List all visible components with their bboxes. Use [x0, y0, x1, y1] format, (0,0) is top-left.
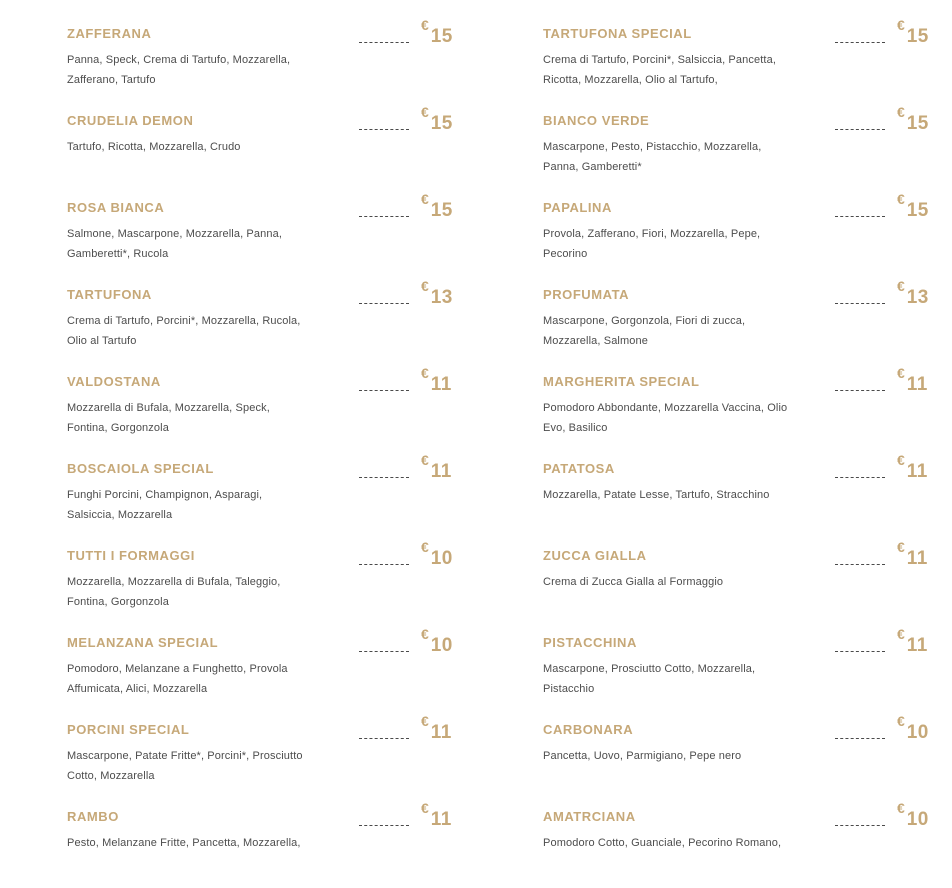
menu-item-price: [897, 626, 928, 656]
menu-item-price-value: 11: [906, 548, 928, 569]
menu-item-name: TARTUFONA SPECIAL: [543, 26, 692, 41]
menu-item-price: [421, 626, 453, 656]
menu-item-price-value: 15: [906, 113, 929, 134]
menu-item-price: [421, 17, 453, 47]
menu-item-description: Provola, Zafferano, Fiori, Mozzarella, Pepe, Pecorino: [543, 228, 761, 260]
dotted-leader-line: [835, 564, 885, 565]
price-leader-group: [835, 452, 952, 482]
menu-item[interactable]: [67, 18, 456, 105]
menu-item-price-value: 11: [906, 635, 928, 656]
menu-column-right: [476, 18, 952, 888]
menu-item-name: ROSA BIANCA: [67, 200, 165, 215]
menu-item[interactable]: [67, 105, 456, 192]
price-leader-group: [359, 278, 489, 308]
price-leader-group: [359, 713, 489, 743]
euro-symbol-icon: €: [897, 452, 905, 468]
price-leader-group: [835, 800, 952, 830]
menu-item[interactable]: [543, 18, 932, 105]
dotted-leader-line: [359, 129, 409, 130]
dotted-leader-line: [835, 42, 885, 43]
menu-item-description: Salmone, Mascarpone, Mozzarella, Panna, Gamberetti*, Rucola: [67, 228, 283, 260]
menu-item-name: TUTTI I FORMAGGI: [67, 548, 195, 563]
menu-item-price: [897, 191, 929, 221]
menu-item-price-value: 13: [430, 287, 453, 308]
menu-item[interactable]: [543, 540, 932, 627]
euro-symbol-icon: €: [421, 713, 429, 729]
menu-item-price-value: 15: [430, 26, 453, 47]
dotted-leader-line: [359, 216, 409, 217]
menu-item[interactable]: [67, 279, 456, 366]
menu-item-price-value: 13: [906, 287, 929, 308]
menu-item-description: Crema di Tartufo, Porcini*, Mozzarella, Rucola, Olio al Tartufo: [67, 315, 301, 347]
price-leader-group: [835, 17, 952, 47]
menu-item-description: Mascarpone, Pesto, Pistacchio, Mozzarella, Panna, Gamberetti*: [543, 141, 762, 173]
dotted-leader-line: [359, 651, 409, 652]
euro-symbol-icon: €: [897, 104, 905, 120]
price-leader-group: [359, 104, 489, 134]
menu-item-price-value: 11: [906, 374, 928, 395]
dotted-leader-line: [359, 42, 409, 43]
menu-item-description: Crema di Tartufo, Porcini*, Salsiccia, Pancetta, Ricotta, Mozzarella, Olio al Tartufo,: [543, 54, 776, 86]
euro-symbol-icon: €: [421, 191, 429, 207]
price-leader-group: [359, 452, 489, 482]
menu-item-price: [897, 278, 929, 308]
menu-item-price-value: 11: [430, 461, 452, 482]
menu-item-price: [897, 104, 929, 134]
menu-item[interactable]: [543, 192, 932, 279]
menu-item-price: [897, 452, 928, 482]
menu-item-description: Mascarpone, Prosciutto Cotto, Mozzarella, Pistacchio: [543, 663, 756, 695]
menu-item-description: Pomodoro, Melanzane a Funghetto, Provola Affumicata, Alici, Mozzarella: [67, 663, 288, 695]
menu-item-name: PAPALINA: [543, 200, 612, 215]
menu-item-description: Pomodoro Abbondante, Mozzarella Vaccina, Olio Evo, Basilico: [543, 402, 788, 434]
dotted-leader-line: [359, 303, 409, 304]
menu-item-price: [421, 452, 452, 482]
euro-symbol-icon: €: [421, 17, 429, 33]
menu-item-name: MELANZANA SPECIAL: [67, 635, 219, 650]
dotted-leader-line: [835, 651, 885, 652]
dotted-leader-line: [835, 825, 885, 826]
menu-item-price: [897, 365, 928, 395]
price-leader-group: [359, 800, 489, 830]
menu-item[interactable]: [543, 801, 932, 888]
menu-item[interactable]: [67, 801, 456, 888]
dotted-leader-line: [835, 303, 885, 304]
menu-item-name: RAMBO: [67, 809, 119, 824]
price-leader-group: [359, 191, 489, 221]
dotted-leader-line: [359, 738, 409, 739]
menu-item[interactable]: [543, 453, 932, 540]
price-leader-group: [835, 278, 952, 308]
menu-item-price: [421, 104, 453, 134]
price-leader-group: [359, 17, 489, 47]
menu-item[interactable]: [67, 627, 456, 714]
menu-item-description: Tartufo, Ricotta, Mozzarella, Crudo: [67, 141, 241, 153]
price-leader-group: [835, 104, 952, 134]
menu-item-description: Pesto, Melanzane Fritte, Pancetta, Mozzarella,: [67, 837, 301, 849]
menu-item-price: [897, 17, 929, 47]
menu-item[interactable]: [67, 453, 456, 540]
menu-item-price-value: 10: [906, 809, 929, 830]
menu-item-price: [421, 278, 453, 308]
menu-item[interactable]: [67, 366, 456, 453]
dotted-leader-line: [835, 390, 885, 391]
dotted-leader-line: [835, 129, 885, 130]
menu-item-price: [421, 539, 453, 569]
price-leader-group: [359, 365, 489, 395]
euro-symbol-icon: €: [897, 713, 905, 729]
menu-item-price-value: 15: [906, 26, 929, 47]
price-leader-group: [359, 539, 489, 569]
dotted-leader-line: [835, 216, 885, 217]
menu-item-description: Mascarpone, Gorgonzola, Fiori di zucca, Mozzarella, Salmone: [543, 315, 746, 347]
menu-item-description: Pomodoro Cotto, Guanciale, Pecorino Romano,: [543, 837, 782, 849]
menu-item-price: [897, 713, 929, 743]
menu-item-name: ZUCCA GIALLA: [543, 548, 647, 563]
menu-item[interactable]: [67, 714, 456, 801]
euro-symbol-icon: €: [897, 17, 905, 33]
price-leader-group: [359, 626, 489, 656]
menu-item-name: ZAFFERANA: [67, 26, 152, 41]
menu-item-name: PROFUMATA: [543, 287, 630, 302]
menu-item[interactable]: [543, 714, 932, 801]
price-leader-group: [835, 626, 952, 656]
menu-item[interactable]: [67, 540, 456, 627]
menu-item-price-value: 15: [430, 200, 453, 221]
menu-item[interactable]: [543, 366, 932, 453]
price-leader-group: [835, 713, 952, 743]
menu-item-name: PISTACCHINA: [543, 635, 637, 650]
menu-item-description: Mozzarella, Patate Lesse, Tartufo, Stracchino: [543, 489, 770, 501]
euro-symbol-icon: €: [897, 191, 905, 207]
menu-item-description: Funghi Porcini, Champignon, Asparagi, Salsiccia, Mozzarella: [67, 489, 263, 521]
menu-item-price: [421, 800, 452, 830]
euro-symbol-icon: €: [897, 365, 905, 381]
menu-item-name: CRUDELIA DEMON: [67, 113, 194, 128]
price-leader-group: [835, 365, 952, 395]
menu-item[interactable]: [543, 279, 932, 366]
menu-item-price: [897, 539, 928, 569]
euro-symbol-icon: €: [897, 626, 905, 642]
menu-item-name: CARBONARA: [543, 722, 634, 737]
menu-item-name: PORCINI SPECIAL: [67, 722, 190, 737]
dotted-leader-line: [359, 390, 409, 391]
menu-item-price-value: 10: [430, 548, 453, 569]
menu-item-price-value: 15: [906, 200, 929, 221]
menu-item-description: Mozzarella di Bufala, Mozzarella, Speck, Fontina, Gorgonzola: [67, 402, 270, 434]
menu-item-description: Mascarpone, Patate Fritte*, Porcini*, Prosciutto Cotto, Mozzarella: [67, 750, 303, 782]
menu-column-left: [0, 18, 476, 888]
menu-item-price-value: 10: [906, 722, 929, 743]
menu-item-name: BIANCO VERDE: [543, 113, 650, 128]
price-leader-group: [835, 191, 952, 221]
euro-symbol-icon: €: [897, 539, 905, 555]
menu-item-description: Crema di Zucca Gialla al Formaggio: [543, 576, 724, 588]
menu-item-price: [421, 713, 452, 743]
menu-item-name: MARGHERITA SPECIAL: [543, 374, 700, 389]
menu-item-price-value: 11: [430, 374, 452, 395]
euro-symbol-icon: €: [421, 365, 429, 381]
menu-item-description: Panna, Speck, Crema di Tartufo, Mozzarella, Zafferano, Tartufo: [67, 54, 291, 86]
menu-item-name: VALDOSTANA: [67, 374, 161, 389]
euro-symbol-icon: €: [421, 800, 429, 816]
dotted-leader-line: [835, 477, 885, 478]
menu-item-price: [421, 191, 453, 221]
dotted-leader-line: [359, 564, 409, 565]
menu-item-description: Mozzarella, Mozzarella di Bufala, Taleggio, Fontina, Gorgonzola: [67, 576, 281, 608]
menu-item-price-value: 11: [430, 722, 452, 743]
euro-symbol-icon: €: [897, 278, 905, 294]
menu-item-price-value: 11: [430, 809, 452, 830]
menu-item-description: Pancetta, Uovo, Parmigiano, Pepe nero: [543, 750, 742, 762]
euro-symbol-icon: €: [421, 104, 429, 120]
menu-item-name: PATATOSA: [543, 461, 615, 476]
dotted-leader-line: [359, 477, 409, 478]
menu-item-price-value: 11: [906, 461, 928, 482]
dotted-leader-line: [359, 825, 409, 826]
menu-item-price: [421, 365, 452, 395]
euro-symbol-icon: €: [421, 278, 429, 294]
price-leader-group: [835, 539, 952, 569]
euro-symbol-icon: €: [897, 800, 905, 816]
menu-item-name: BOSCAIOLA SPECIAL: [67, 461, 214, 476]
euro-symbol-icon: €: [421, 626, 429, 642]
menu-item-name: AMATRCIANA: [543, 809, 636, 824]
euro-symbol-icon: €: [421, 452, 429, 468]
dotted-leader-line: [835, 738, 885, 739]
menu-item-price: [897, 800, 929, 830]
menu-item[interactable]: [543, 105, 932, 192]
menu-item-price-value: 10: [430, 635, 453, 656]
menu-item[interactable]: [543, 627, 932, 714]
menu-item[interactable]: [67, 192, 456, 279]
menu-item-name: TARTUFONA: [67, 287, 152, 302]
euro-symbol-icon: €: [421, 539, 429, 555]
menu-item-price-value: 15: [430, 113, 453, 134]
